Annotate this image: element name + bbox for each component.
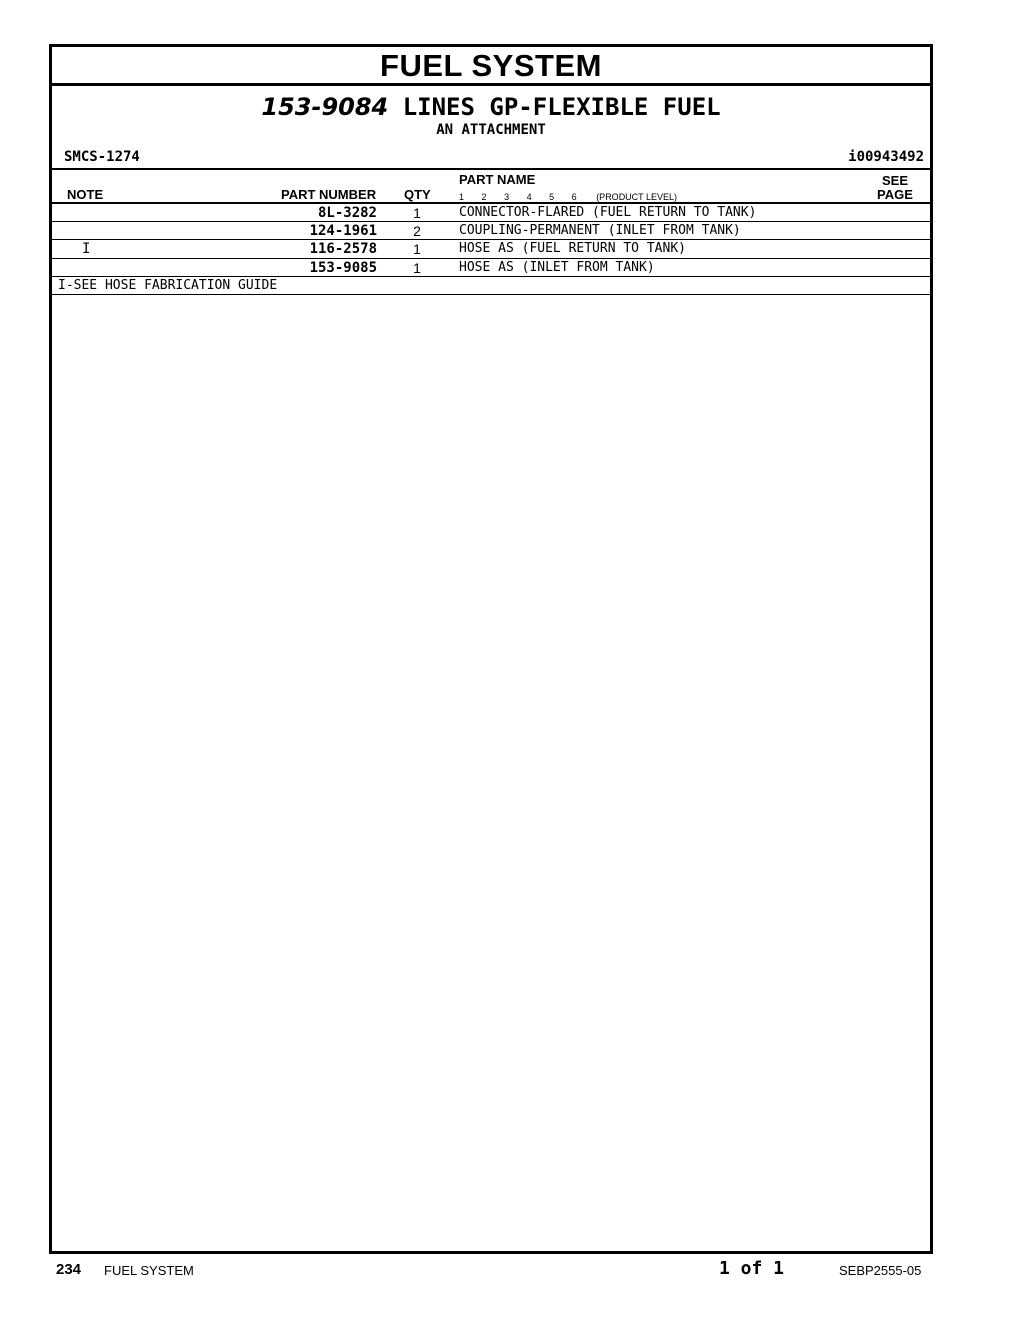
row-note: I (82, 241, 91, 257)
row-part-name: HOSE AS (FUEL RETURN TO TANK) (459, 241, 686, 256)
smcs-code: SMCS-1274 (64, 149, 140, 165)
col-header-qty: QTY (404, 187, 431, 202)
header-top-rule (52, 168, 930, 170)
row-part-number: 153-9085 (309, 260, 377, 276)
col-header-part-number: PART NUMBER (281, 187, 377, 202)
col-header-see: SEE (882, 173, 909, 188)
col-header-note: NOTE (67, 187, 104, 202)
product-level-label: (PRODUCT LEVEL) (596, 192, 678, 202)
footer-section-name: FUEL SYSTEM (104, 1263, 194, 1278)
row-qty: 1 (413, 205, 421, 221)
row-qty: 1 (413, 241, 421, 257)
row-part-number: 116-2578 (309, 241, 377, 257)
col-header-page: PAGE (877, 187, 913, 202)
product-level-header (459, 192, 686, 202)
col-header-part-name: PART NAME (459, 172, 536, 187)
row-part-name: COUPLING-PERMANENT (INLET FROM TANK) (459, 223, 741, 238)
footer-document-id: SEBP2555-05 (839, 1263, 922, 1278)
footnote: I-SEE HOSE FABRICATION GUIDE (58, 278, 278, 293)
footer-page-number: 234 (56, 1261, 82, 1278)
row-qty: 1 (413, 260, 421, 276)
group-name: LINES GP-FLEXIBLE FUEL (402, 93, 721, 121)
group-part-number: 153-9084 (261, 93, 389, 121)
row-part-name: HOSE AS (INLET FROM TANK) (459, 260, 655, 275)
product-level-4: 4 (526, 192, 532, 202)
product-level-1: 1 (459, 192, 465, 202)
illustration-id: i00943492 (848, 149, 924, 165)
notes-divider (52, 294, 930, 295)
group-subtitle: AN ATTACHMENT (436, 122, 546, 138)
row-part-number: 8L-3282 (317, 205, 377, 221)
row-part-number: 124-1961 (309, 223, 377, 239)
product-level-6: 6 (571, 192, 577, 202)
product-level-2: 2 (481, 192, 487, 202)
row-divider (52, 276, 930, 277)
row-part-name: CONNECTOR-FLARED (FUEL RETURN TO TANK) (459, 205, 757, 220)
row-qty: 2 (413, 223, 421, 239)
section-title: FUEL SYSTEM (52, 47, 930, 86)
product-level-5: 5 (549, 192, 555, 202)
group-heading (52, 93, 930, 121)
page-frame (49, 44, 933, 1254)
product-level-3: 3 (504, 192, 510, 202)
footer-page-of: 1 of 1 (719, 1258, 785, 1279)
